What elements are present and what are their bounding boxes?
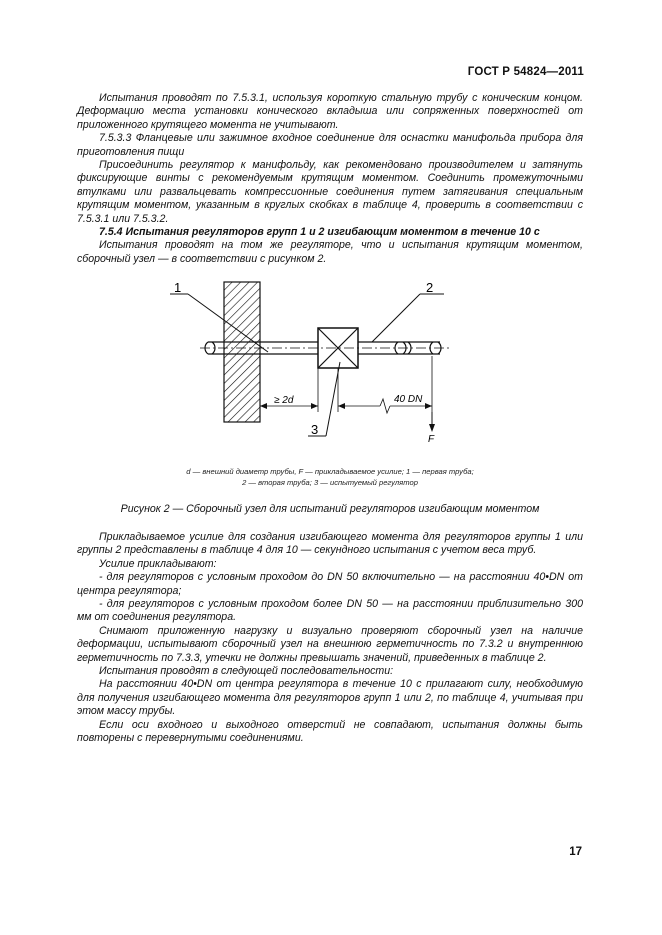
label-2: 2 [426, 280, 434, 295]
paragraph: - для регуляторов с условным проходом до DN 50 включительно — на расстоянии 40•DN от центра регулятора; [77, 571, 583, 597]
paragraph: Прикладываемое усилие для создания изгибающего момента для регуляторов группы 1 или группы 2 представлены в таблице 4 для 10 — секундного испытания с учетом веса труб. [77, 531, 583, 557]
legend-line: 2 — вторая труба; 3 — испытуемый регулятор [242, 478, 418, 487]
assembly-diagram [140, 272, 520, 442]
section-heading: 7.5.4 Испытания регуляторов групп 1 и 2 изгибающим моментом в течение 10 с [99, 226, 540, 239]
document-id: ГОСТ Р 54824—2011 [467, 66, 584, 78]
paragraph: Испытания проводят на том же регуляторе, что и испытания крутящим моментом, сборочный узел — в соответствии с рисунком 2. [77, 239, 583, 265]
dimension-2d: ≥ 2d [274, 395, 294, 406]
force-label: F [428, 434, 435, 442]
dimension-40dn: 40 DN [394, 394, 423, 405]
paragraph: Снимают приложенную нагрузку и визуально проверяют сборочный узел на наличие деформации, испытывают сборочный узел на внешнюю герметичность по 7.3.2 и внутреннюю герметичность по 7.3.3, утечки не должны превышать значений, приведенных в таблице 2. [77, 624, 583, 664]
paragraph: 7.5.3.3 Фланцевые или зажимное входное соединение для оснастки манифольда прибора для приготовления пищи [77, 132, 583, 158]
page-number: 17 [569, 846, 582, 858]
legend-line: d — внешний диаметр трубы, F — прикладываемое усилие; 1 — первая труба; [186, 467, 474, 476]
text-block-3 [77, 531, 583, 746]
figure-legend [100, 466, 560, 488]
text-block-1 [77, 92, 583, 266]
paragraph: Если оси входного и выходного отверстий не совпадают, испытания должны быть повторены с перевернутыми соединениями. [77, 718, 583, 745]
paragraph: На расстоянии 40•DN от центра регулятора в течение 10 с прилагают силу, необходимую для получения изгибающего момента для регуляторов групп 1 или 2, по таблице 4, учитывая при этом массу трубы. [77, 678, 583, 718]
label-1: 1 [174, 280, 182, 295]
paragraph: - для регуляторов с условным проходом более DN 50 — на расстоянии приблизительно 300 мм от соединения регулятора. [77, 598, 583, 624]
label-3: 3 [311, 422, 319, 437]
paragraph: Усилие прикладывают: [99, 557, 217, 570]
paragraph: Испытания проводят по 7.5.3.1, используя короткую стальную трубу с коническим концом. Деформацию места установки конического вкладыша или сопряженных поверхностей от приложенного крутящего момента не учитывают. [77, 92, 583, 131]
paragraph: Присоединить регулятор к манифольду, как рекомендовано производителем и затянуть фиксирующие винты с рекомендуемым крутящим моментом. Соединить промежуточными втулками или развальцевать компрессионные соединения путем затягивания специальным крутящим моментом, указанным в круглых скобках в таблице 4, проверить в соответствии с 7.5.3.1 или 7.5.3.2. [77, 159, 583, 225]
figure-caption: Рисунок 2 — Сборочный узел для испытаний регуляторов изгибающим моментом [120, 503, 540, 515]
paragraph: Испытания проводят в следующей последовательности: [99, 665, 394, 678]
manifold-wall [224, 282, 260, 422]
